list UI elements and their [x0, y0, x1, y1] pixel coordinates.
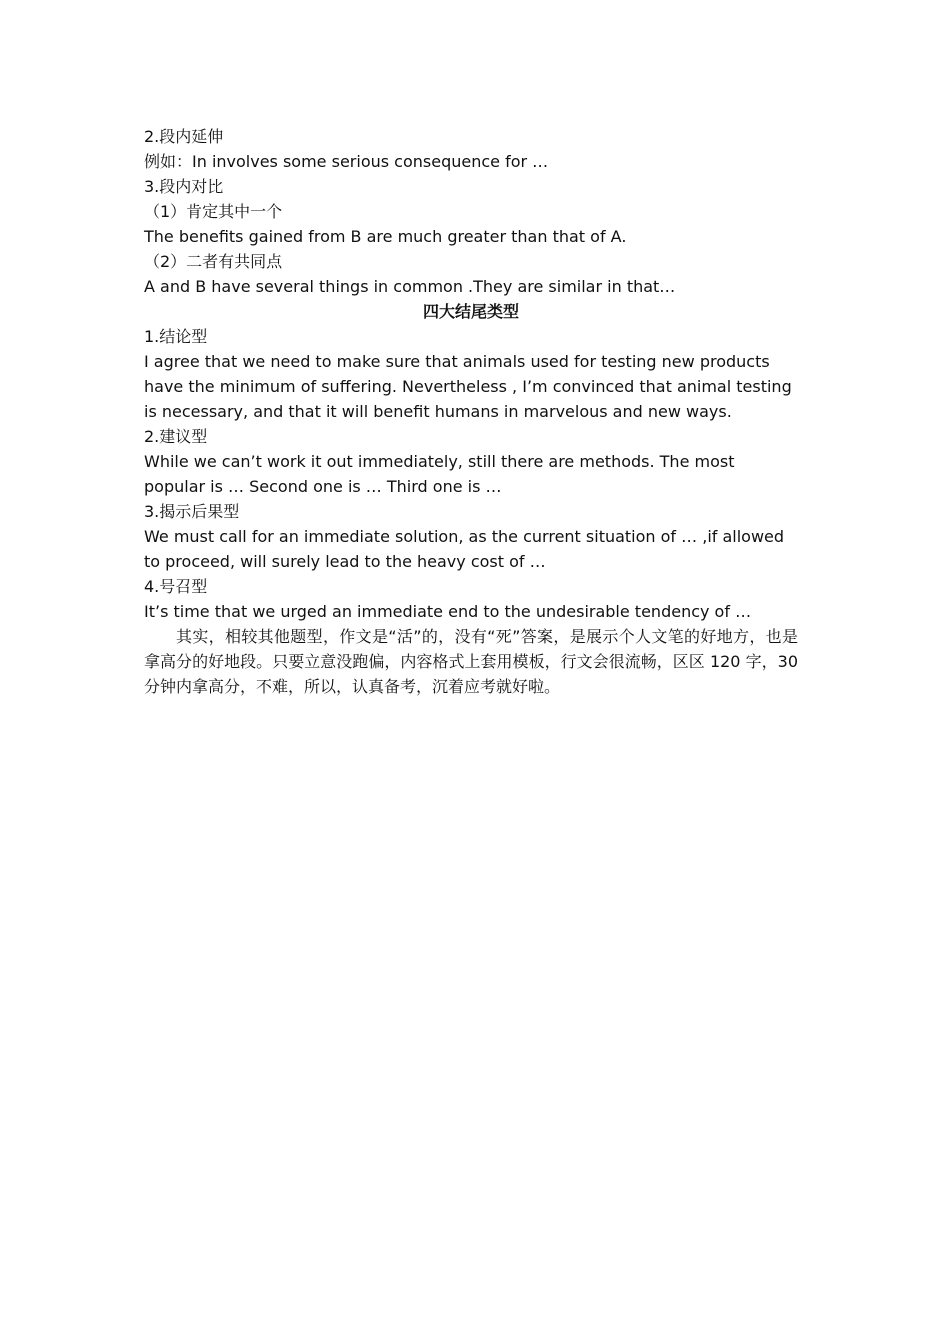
- closing-paragraph: 其实，相较其他题型，作文是“活”的，没有“死”答案，是展示个人文笔的好地方，也是拿高分的好地段。只要立意没跑偏，内容格式上套用模板，行文会很流畅，区区 120 字，30 分钟内拿高分，不难，所以，认真备考，沉着应考就好啦。: [144, 627, 798, 696]
- subsection-label-paragraph-extension: 2.段内延伸: [144, 127, 224, 146]
- subsection-label-paragraph-contrast: 3.段内对比: [144, 177, 224, 196]
- contrast-item-2-label: （2）二者有共同点: [144, 252, 283, 271]
- contrast-item-2-text: A and B have several things in common .They are similar in that…: [144, 277, 676, 296]
- contrast-item-1-label: （1）肯定其中一个: [144, 202, 283, 221]
- document-body: [144, 124, 798, 699]
- ending-type-1-text: I agree that we need to make sure that animals used for testing new products have the minimum of suffering. Nevertheless , I’m convinced that animal testing is necessary, and that it will benefit humans in marvelous and new ways.: [144, 352, 792, 421]
- example-line: 例如：In involves some serious consequence for …: [144, 152, 549, 171]
- section-heading: 四大结尾类型: [422, 302, 519, 321]
- ending-type-1-label: 1.结论型: [144, 327, 208, 346]
- ending-type-3-label: 3.揭示后果型: [144, 502, 240, 521]
- contrast-item-1-text: The benefits gained from B are much greater than that of A.: [144, 227, 627, 246]
- ending-type-4-label: 4.号召型: [144, 577, 208, 596]
- ending-type-4-text: It’s time that we urged an immediate end to the undesirable tendency of …: [144, 602, 752, 621]
- ending-type-2-label: 2.建议型: [144, 427, 208, 446]
- ending-type-3-text: We must call for an immediate solution, as the current situation of … ,if allowed to proceed, will surely lead to the heavy cost of …: [144, 527, 785, 571]
- ending-type-2-text: While we can’t work it out immediately, still there are methods. The most popular is … Second one is … Third one is …: [144, 452, 735, 496]
